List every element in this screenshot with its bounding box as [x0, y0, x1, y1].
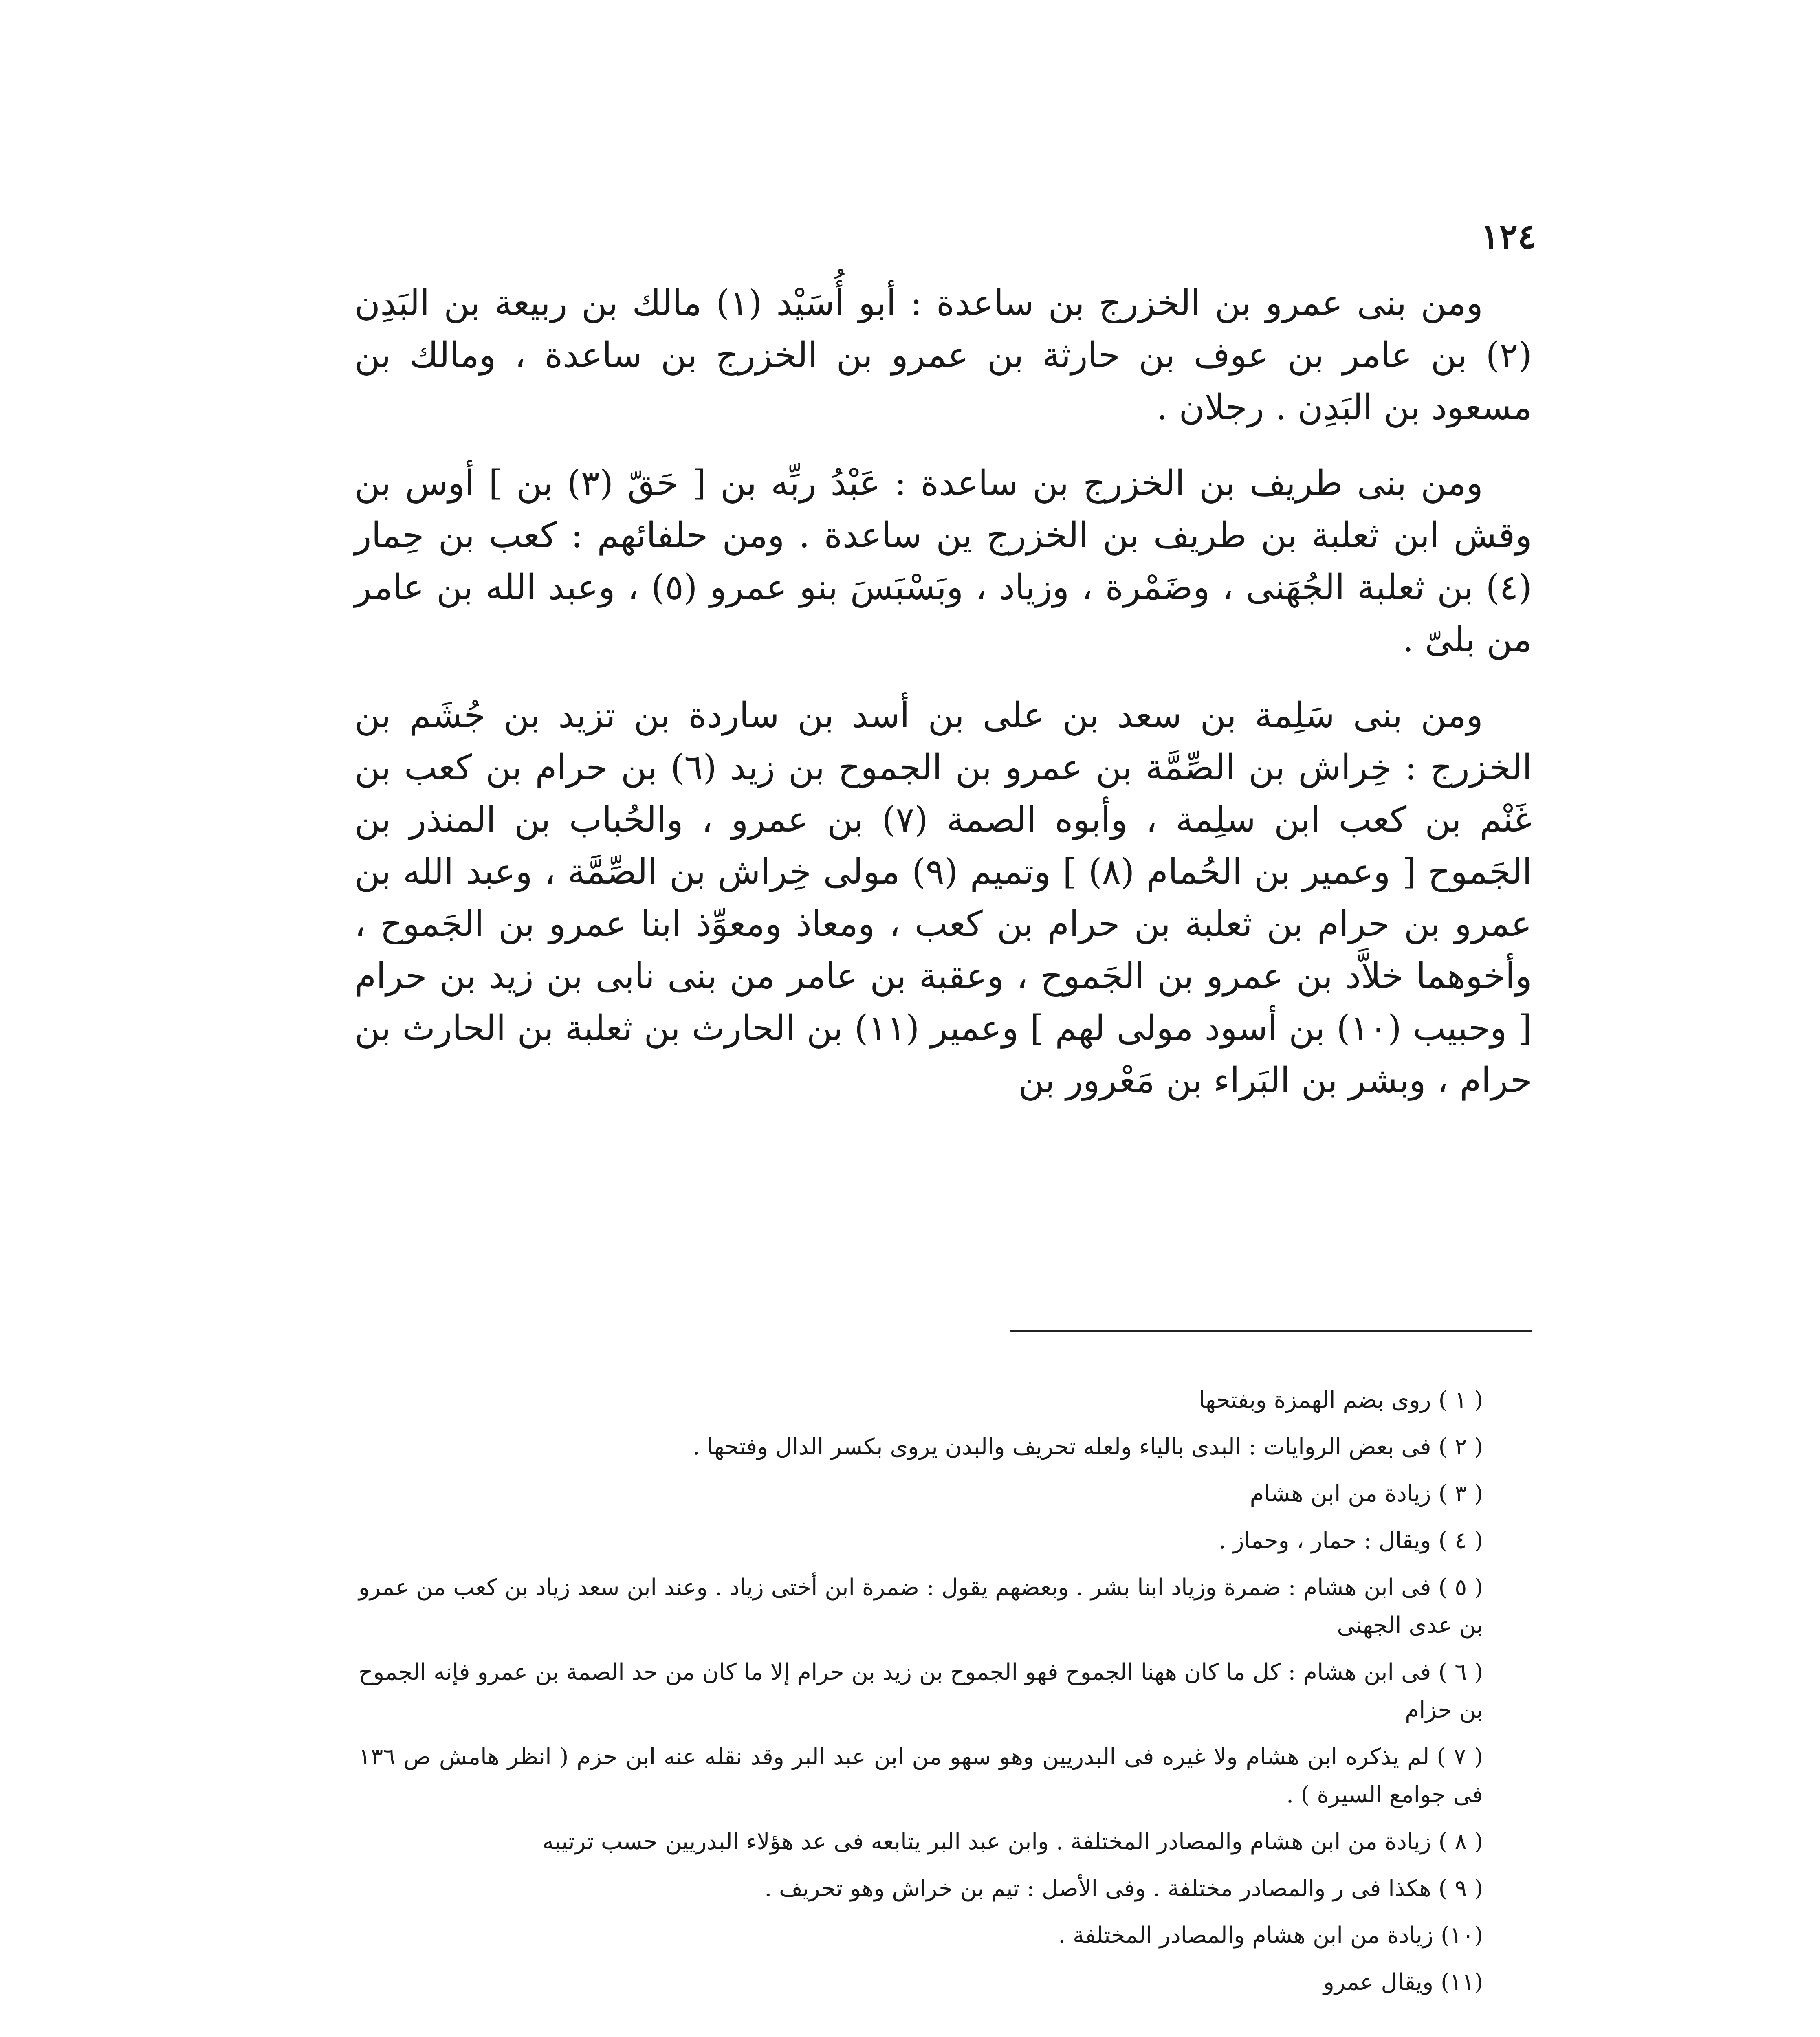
footnote-number: (١٠)	[1441, 1922, 1483, 1949]
footnote	[359, 1738, 1532, 1814]
footnote-separator	[1010, 1330, 1532, 1332]
footnote-text: فى بعض الروايات : البدى بالياء ولعله تحريف والبدن يروى بكسر الدال وفتحها .	[692, 1434, 1431, 1460]
footnote-number: ( ٦ )	[1438, 1659, 1483, 1685]
paragraph-bani-tarif: ومن بنى طريف بن الخزرج بن ساعدة : عَبْدُ ربِّه بن [ حَقّ (٣) بن ] أوس بن وقش ابن ثعلبة بن طريف بن الخزرج ين ساعدة . ومن حلفائهم : كعب بن حِمار (٤) بن ثعلبة الجُهَنى ، وضَمْرة ، وزياد ، وبَسْبَسَ بنو عمرو (٥) ، وعبد الله بن عامر من بلىّ .	[354, 463, 1532, 660]
footnote-number: ( ٤ )	[1438, 1527, 1483, 1554]
footnote-text: لم يذكره ابن هشام ولا غيره فى البدريين وهو سهو من ابن عبد البر وقد نقله عنه ابن حزم ( انظر هامش ص ١٣٦ فى جوامع السيرة ) .	[359, 1744, 1483, 1808]
footnote-text: فى ابن هشام : كل ما كان ههنا الجموح فهو الجموح بن زيد بن حرام إلا ما كان من حد الصمة بن عمرو فإنه الجموح بن حزام	[359, 1659, 1483, 1723]
footnote-number: (١١)	[1441, 1969, 1483, 1995]
paragraph-bani-amr: ومن بنى عمرو بن الخزرج بن ساعدة : أبو أُسَيْد (١) مالك بن ربيعة بن البَدِن (٢) بن عامر بن عوف بن حارثة بن عمرو بن الخزرج بن ساعدة ، ومالك بن مسعود بن البَدِن . رجلان .	[354, 283, 1532, 428]
footnote	[359, 1428, 1532, 1466]
footnotes	[359, 1381, 1532, 2010]
footnote-text: زيادة من ابن هشام	[1250, 1480, 1431, 1507]
footnote	[359, 1522, 1532, 1560]
footnote	[359, 1475, 1532, 1513]
main-text	[354, 277, 1532, 1106]
footnote-number: ( ٩ )	[1438, 1875, 1483, 1902]
footnote	[359, 1823, 1532, 1861]
footnote-text: زيادة من ابن هشام والمصادر المختلفة . وابن عبد البر يتابعه فى عد هؤلاء البدريين حسب ترتيبه	[542, 1828, 1431, 1855]
footnote	[359, 1963, 1532, 2001]
footnote-number: ( ٣ )	[1438, 1480, 1483, 1507]
footnote-text: فى ابن هشام : ضمرة وزياد ابنا بشر . وبعضهم يقول : ضمرة ابن أختى زياد . وعند ابن سعد زياد بن كعب من عمرو بن عدى الجهنى	[359, 1574, 1483, 1639]
footnote	[359, 1381, 1532, 1419]
footnote-number: ( ١ )	[1438, 1387, 1483, 1413]
page-number: ١٢٤	[1481, 216, 1536, 256]
footnote	[359, 1653, 1532, 1729]
footnote-text: ويقال : حمار ، وحماز .	[1218, 1527, 1431, 1554]
footnote-number: ( ٧ )	[1437, 1744, 1483, 1770]
paragraph-bani-salima: ومن بنى سَلِمة بن سعد بن على بن أسد بن ساردة بن تزيد بن جُشَم بن الخزرج : خِراش بن الصِّمَّة بن عمرو بن الجموح بن زيد (٦) بن حرام بن كعب بن غَنْم بن كعب ابن سلِمة ، وأبوه الصمة (٧) بن عمرو ، والحُباب بن المنذر بن الجَموح [ وعمير بن الحُمام (٨) ] وتميم (٩) مولى خِراش بن الصِّمَّة ، وعبد الله بن عمرو بن حرام بن ثعلبة بن حرام بن كعب ، ومعاذ ومعوِّذ ابنا عمرو بن الجَموح ، وأخوهما خلاَّد بن عمرو بن الجَموح ، وعقبة بن عامر من بنى نابى بن زيد بن حرام [ وحبيب (١٠) بن أسود مولى لهم ] وعمير (١١) بن الحارث بن ثعلبة بن الحارث بن حرام ، وبشر بن البَراء بن مَعْرور بن	[354, 695, 1532, 1101]
footnote-text: زيادة من ابن هشام والمصادر المختلفة .	[1058, 1922, 1434, 1949]
footnote-number: ( ٢ )	[1438, 1434, 1483, 1460]
footnote	[359, 1568, 1532, 1644]
footnote	[359, 1870, 1532, 1907]
footnote-text: ويقال عمرو	[1323, 1969, 1434, 1995]
footnote-text: هكذا فى ر والمصادر مختلفة . وفى الأصل : تيم بن خراش وهو تحريف .	[764, 1875, 1431, 1902]
footnote	[359, 1916, 1532, 1954]
footnote-number: ( ٨ )	[1438, 1828, 1483, 1855]
footnote-text: روى بضم الهمزة وبفتحها	[1198, 1387, 1431, 1413]
footnote-number: ( ٥ )	[1438, 1574, 1483, 1601]
